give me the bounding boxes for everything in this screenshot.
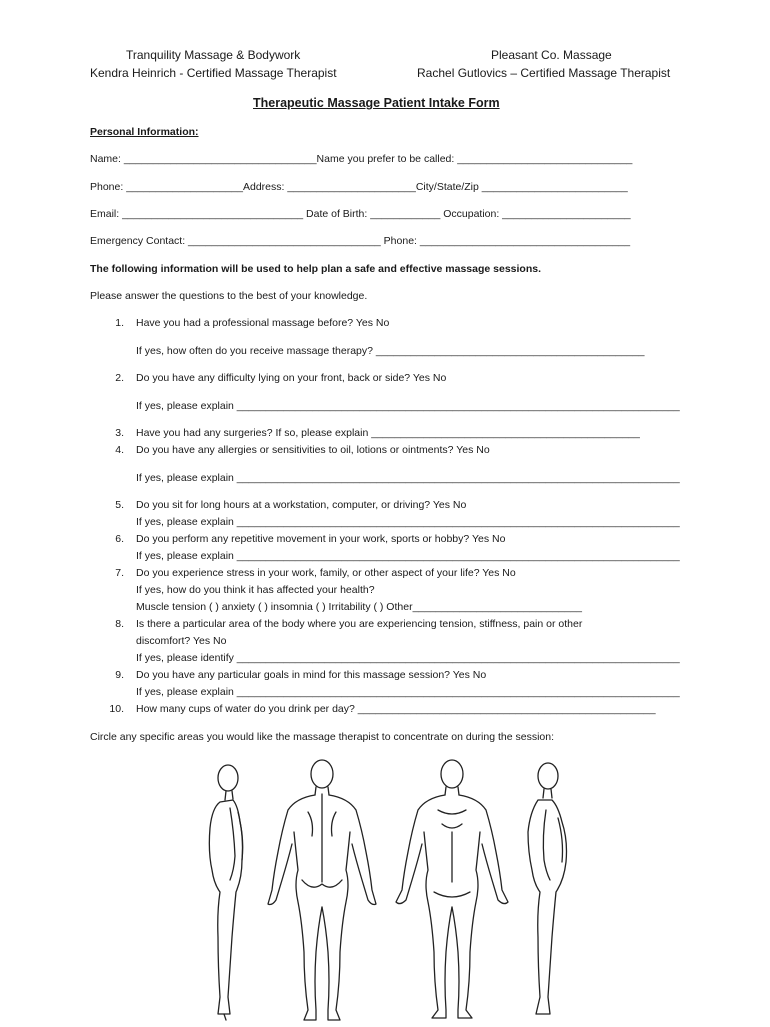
question-text[interactable]: How many cups of water do you drink per day? ___________________________________________________ [136,703,656,715]
question-text[interactable]: Do you have any difficulty lying on your front, back or side? Yes No [136,372,447,384]
figure-side-right [209,765,242,1020]
figure-side-left [528,763,567,1014]
closing-text: Circle any specific areas you would like the massage therapist to concentrate on during the session: [90,731,554,743]
question-text[interactable]: Do you experience stress in your work, family, or other aspect of your life? Yes No [136,567,516,579]
question-text[interactable]: discomfort? Yes No [136,635,227,647]
question-number: 6. [115,533,124,545]
question-text[interactable]: Do you have any particular goals in mind for this massage session? Yes No [136,669,487,681]
intro-bold: The following information will be used to help plan a safe and effective massage sessions. [90,263,542,275]
question-text: Is there a particular area of the body where you are experiencing tension, stiffness, pain or other [136,618,583,630]
question-text[interactable]: If yes, please explain ____________________________________________________________________________ [136,472,680,484]
question-text[interactable]: Have you had any surgeries? If so, please explain ______________________________________________ [136,427,640,439]
question-number: 1. [115,317,124,329]
question-text[interactable]: Muscle tension ( ) anxiety ( ) insomnia ( ) Irritability ( ) Other_____________________________ [136,601,582,613]
question-text[interactable]: If yes, please explain ____________________________________________________________________________ [136,516,680,528]
personal-line-email[interactable]: Email: _______________________________ Date of Birth: ____________ Occupation: ______________________ [90,208,631,220]
question-number: 2. [115,372,124,384]
personal-line-emergency[interactable]: Emergency Contact: _________________________________ Phone: ____________________________________ [90,235,631,247]
personal-line-phone[interactable]: Phone: ____________________Address: ______________________City/State/Zip _________________________ [90,181,628,193]
question-number: 3. [115,427,124,439]
question-number: 10. [109,703,124,715]
form-title: Therapeutic Massage Patient Intake Form [253,96,500,110]
question-text[interactable]: Do you perform any repetitive movement in your work, sports or hobby? Yes No [136,533,506,545]
question-text[interactable]: If yes, please explain ____________________________________________________________________________ [136,686,680,698]
question-number: 4. [115,444,124,456]
question-text[interactable]: Have you had a professional massage before? Yes No [136,317,390,329]
question-text[interactable]: If yes, how often do you receive massage therapy? ______________________________________________ [136,345,645,357]
question-text[interactable]: If yes, please explain ____________________________________________________________________________ [136,400,680,412]
question-number: 5. [115,499,124,511]
header-left-line1: Tranquility Massage & Bodywork [126,48,301,62]
intro-text: Please answer the questions to the best of your knowledge. [90,290,368,302]
body-diagram-icon[interactable] [190,752,590,1024]
question-text[interactable]: Do you have any allergies or sensitivities to oil, lotions or ointments? Yes No [136,444,490,456]
header-right-line1: Pleasant Co. Massage [491,48,612,62]
question-number: 9. [115,669,124,681]
figure-front [396,760,508,1018]
question-text: If yes, how do you think it has affected your health? [136,584,375,596]
header-right-line2: Rachel Gutlovics – Certified Massage Therapist [417,66,671,80]
question-text[interactable]: If yes, please explain ____________________________________________________________________________ [136,550,680,562]
question-number: 8. [115,618,124,630]
question-number: 7. [115,567,124,579]
personal-line-name[interactable]: Name: _________________________________Name you prefer to be called: ______________________________ [90,153,633,165]
figure-back [268,760,376,1020]
question-text[interactable]: Do you sit for long hours at a workstation, computer, or driving? Yes No [136,499,467,511]
personal-heading: Personal Information: [90,126,199,138]
question-text[interactable]: If yes, please identify ____________________________________________________________________________ [136,652,680,664]
header-left-line2: Kendra Heinrich - Certified Massage Therapist [90,66,337,80]
